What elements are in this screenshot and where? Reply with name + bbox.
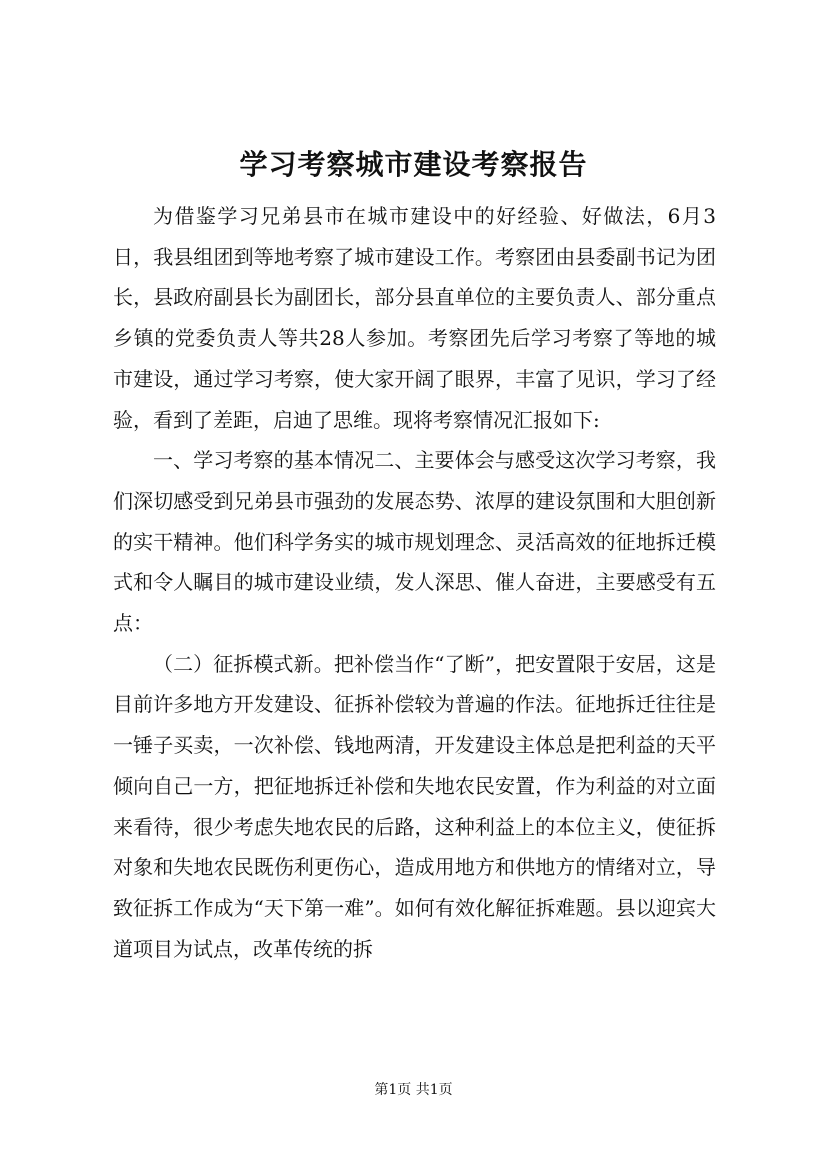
document-title: 学习考察城市建设考察报告 bbox=[239, 148, 588, 181]
paragraph-section-two: （二）征拆模式新。把补偿当作“了断”，把安置限于安居，这是目前许多地方开发建设、征拆补偿较为普遍的作法。征地拆迁往往是一锤子买卖，一次补偿、钱地两清，开发建设主体总是把利益的天平倾向自己一方，把征地拆迁补偿和失地农民安置，作为利益的对立面来看待，很少考虑失地农民的后路，这种利益上的本位主义，使征拆对象和失地农民既伤利更伤心，造成用地方和供地方的情绪对立，导致征拆工作成为“天下第一难”。如何有效化解征拆难题。县以迎宾大道项目为试点，改革传统的拆 bbox=[113, 651, 716, 961]
page-footer: 第1页 共1页 bbox=[374, 1082, 453, 1098]
paragraph-intro: 为借鉴学习兄弟县市在城市建设中的好经验、好做法，6月3日，我县组团到等地考察了城市建设工作。考察团由县委副书记为团长，县政府副县长为副团长，部分县直单位的主要负责人、部分重点乡镇的党委负责人等共28人参加。考察团先后学习考察了等地的城市建设，通过学习考察，使大家开阔了眼界，丰富了见识，学习了经验，看到了差距，启迪了思维。现将考察情况汇报如下: bbox=[113, 204, 716, 432]
paragraph-section-one: 一、学习考察的基本情况二、主要体会与感受这次学习考察，我们深切感受到兄弟县市强劲的发展态势、浓厚的建设氛围和大胆创新的实干精神。他们科学务实的城市规划理念、灵活高效的征地拆迁模式和令人瞩目的城市建设业绩，发人深思、催人奋进，主要感受有五点： bbox=[113, 448, 716, 636]
document-body bbox=[113, 196, 716, 969]
